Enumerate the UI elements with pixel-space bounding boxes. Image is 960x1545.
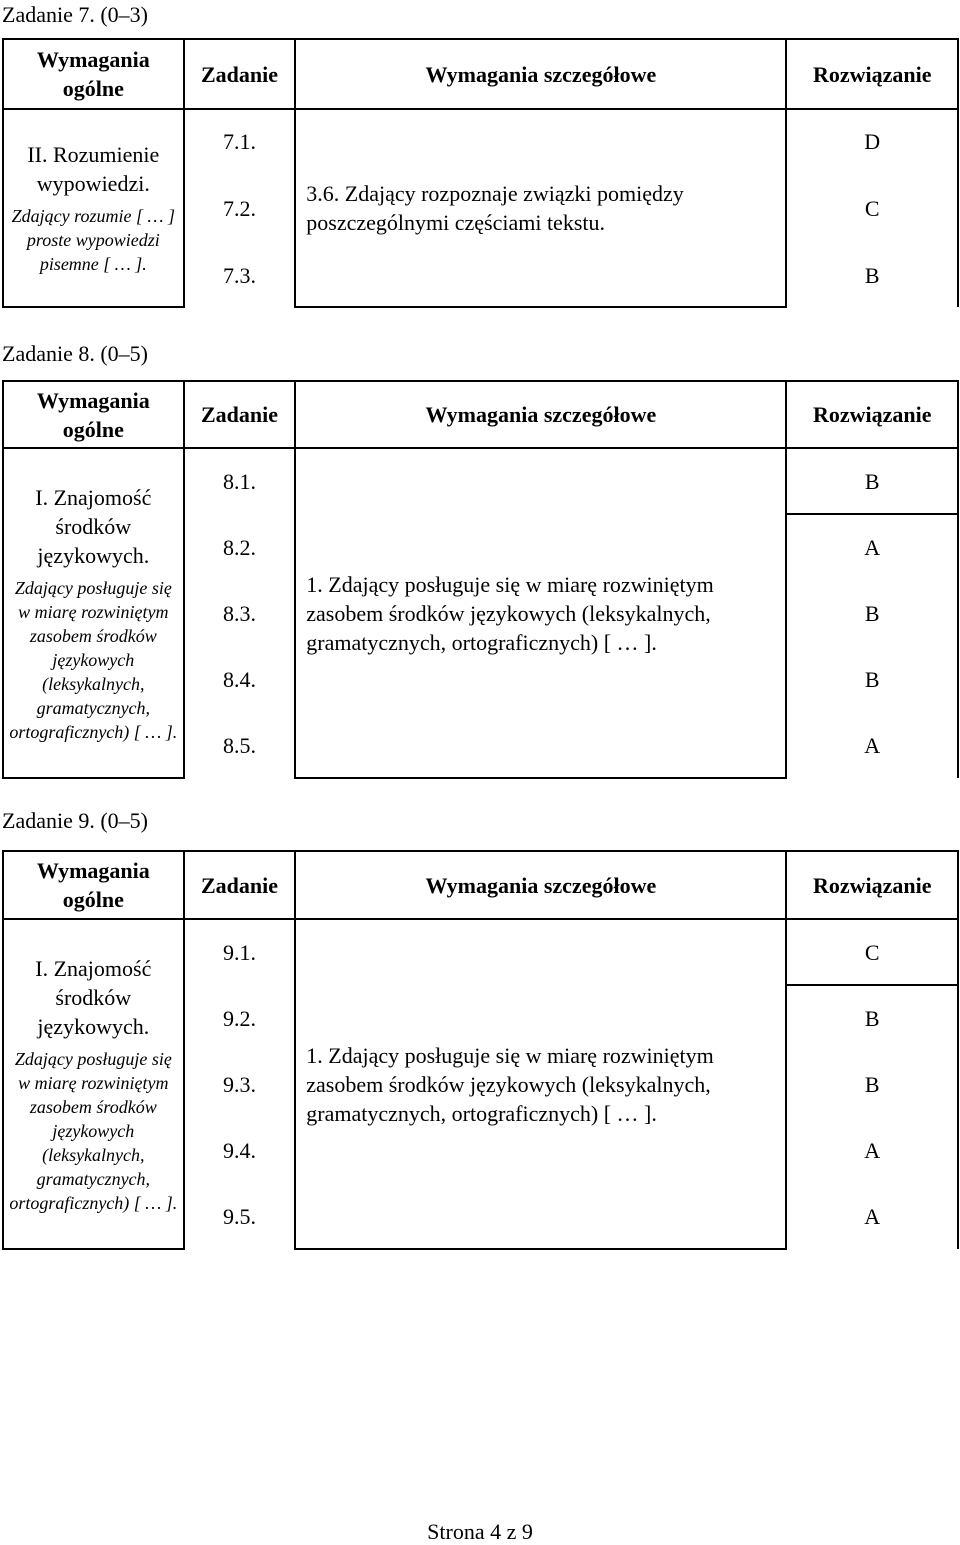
- header-detail: Wymagania szczegółowe: [295, 39, 786, 109]
- general-requirement-main: II. Rozumienie wypowiedzi.: [27, 142, 160, 196]
- general-requirement-cell: [3, 109, 184, 307]
- solution-answer: B: [786, 580, 958, 646]
- general-requirement-cell: [3, 448, 184, 778]
- task-number: 9.1.: [184, 919, 296, 985]
- task-number: 7.3.: [184, 243, 296, 307]
- solution-answer: A: [786, 514, 958, 580]
- task-number: 8.3.: [184, 580, 296, 646]
- header-task: Zadanie: [184, 381, 296, 448]
- header-general: Wymagania ogólne: [3, 851, 184, 919]
- header-task: Zadanie: [184, 39, 296, 109]
- general-requirement-detail: Zdający rozumie [ … ] proste wypowiedzi pisemne [ … ].: [11, 206, 175, 274]
- task-number: 9.2.: [184, 985, 296, 1051]
- task-7-title: Zadanie 7. (0–3): [2, 2, 148, 27]
- task-number: 9.3.: [184, 1051, 296, 1117]
- solution-answer: B: [786, 448, 958, 514]
- solution-answer: B: [786, 646, 958, 712]
- header-task: Zadanie: [184, 851, 296, 919]
- task-number: 7.1.: [184, 109, 296, 173]
- page-number: Strona 4 z 9: [427, 1519, 533, 1544]
- table-row: [3, 109, 958, 173]
- task-8-table: [2, 380, 959, 779]
- table-row: [3, 919, 958, 985]
- task-number: 8.4.: [184, 646, 296, 712]
- header-solution: Rozwiązanie: [786, 39, 958, 109]
- header-detail: Wymagania szczegółowe: [295, 851, 786, 919]
- solution-answer: A: [786, 1183, 958, 1249]
- header-solution: Rozwiązanie: [786, 851, 958, 919]
- task-7-table: [2, 38, 959, 308]
- solution-answer: A: [786, 1117, 958, 1183]
- task-9-table: [2, 850, 959, 1250]
- task-number: 9.4.: [184, 1117, 296, 1183]
- task-8-header-row: [3, 381, 958, 448]
- solution-answer: A: [786, 712, 958, 778]
- solution-answer: C: [786, 919, 958, 985]
- solution-answer: C: [786, 173, 958, 243]
- solution-answer: B: [786, 1051, 958, 1117]
- header-detail: Wymagania szczegółowe: [295, 381, 786, 448]
- general-requirement-main: I. Znajomość środków językowych.: [35, 484, 152, 568]
- task-number: 8.2.: [184, 514, 296, 580]
- task-9-header-row: [3, 851, 958, 919]
- header-general: Wymagania ogólne: [3, 39, 184, 109]
- general-requirement-detail: Zdający posługuje się w miarę rozwiniętym zasobem środków językowych (leksykalnych, gramatycznych, ortograficznych) [ … ].: [9, 1048, 178, 1213]
- task-8-title: Zadanie 8. (0–5): [2, 341, 148, 366]
- task-9-title: Zadanie 9. (0–5): [2, 808, 148, 833]
- task-number: 9.5.: [184, 1183, 296, 1249]
- general-requirement-main: I. Znajomość środków językowych.: [35, 955, 152, 1039]
- general-requirement-cell: [3, 919, 184, 1249]
- task-number: 8.1.: [184, 448, 296, 514]
- solution-answer: B: [786, 243, 958, 307]
- task-number: 8.5.: [184, 712, 296, 778]
- general-requirement-detail: Zdający posługuje się w miarę rozwiniętym zasobem środków językowych (leksykalnych, gramatycznych, ortograficznych) [ … ].: [9, 577, 178, 742]
- solution-answer: B: [786, 985, 958, 1051]
- task-number: 7.2.: [184, 173, 296, 243]
- detailed-requirement: 3.6. Zdający rozpoznaje związki pomiędzy poszczególnymi częściami tekstu.: [295, 109, 786, 307]
- header-solution: Rozwiązanie: [786, 381, 958, 448]
- header-general: Wymagania ogólne: [3, 381, 184, 448]
- task-7-header-row: [3, 39, 958, 109]
- table-row: [3, 448, 958, 514]
- detailed-requirement: 1. Zdający posługuje się w miarę rozwiniętym zasobem środków językowych (leksykalnych, gramatycznych, ortograficznych) [ … ].: [295, 919, 786, 1249]
- detailed-requirement: 1. Zdający posługuje się w miarę rozwiniętym zasobem środków językowych (leksykalnych, gramatycznych, ortograficznych) [ … ].: [295, 448, 786, 778]
- solution-answer: D: [786, 109, 958, 173]
